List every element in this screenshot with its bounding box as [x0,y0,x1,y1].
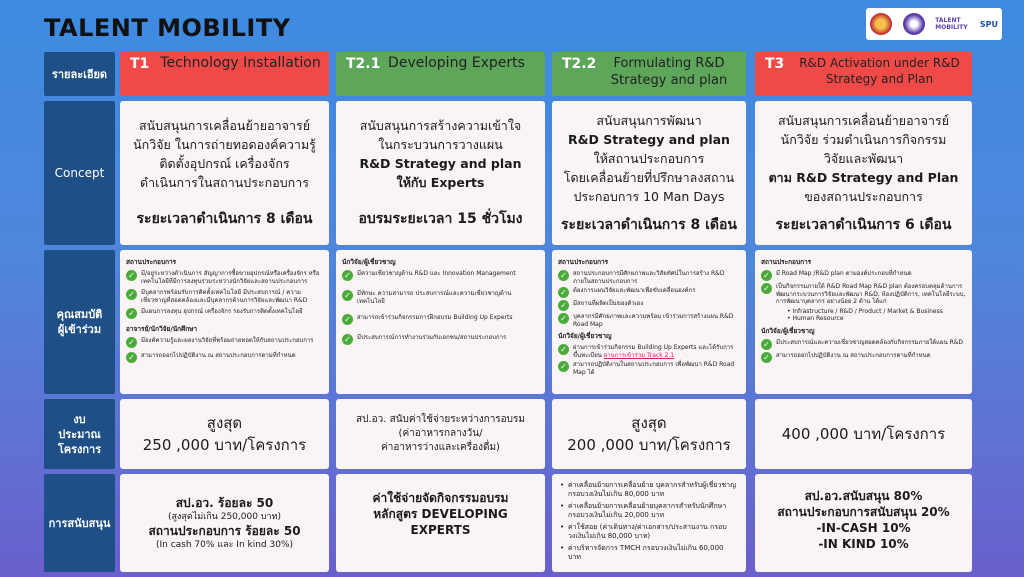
header-title: R&D Activation under R&D Strategy and Plan [799,56,960,86]
track-link[interactable]: ผ่านการเข้าร่วม Track 2.1 [603,351,675,359]
support-item: • ค่าเคลื่อนย้ายการเคลื่อนย้ายบุคลากรสำหรับนักศึกษา กรอบวงเงินไม่เกิน 20,000 บาท [560,502,738,520]
qualification-item: ✓ มี/อยู่ระหว่างดำเนินการ สัญญาการซื้อขายอุปกรณ์หรือเครื่องจักร หรือเทคโนโลยีที่มีการลงทุนร่วมระหว่างนักวิจัยและสถานประกอบการ [126,270,323,285]
row-label-qualification: คุณสมบัติ ผู้เข้าร่วม [44,250,115,394]
support-cell-t1 [120,474,329,572]
qualification-item: ✓ สามารถปฏิบัติงานในสถานประกอบการ เพื่อพัฒนา R&D Road Map ได้ [558,361,740,376]
support-line: สป.อว.สนับสนุน 80% [804,489,923,503]
qualification-cell-t3 [755,250,972,394]
header-code: T3 [765,56,785,72]
qualification-item: ✓ เป็นกิจกรรมภายใต้ R&D Road Map R&D plan ต้องครอบคลุมด้านการพัฒนากระบวนการวิจัยและพัฒนา R&D, ห้องปฏิบัติการ, เทคโนโลยีระบบ, การพัฒนาบุคลากร อย่างน้อย 2 ด้าน ได้แก่ [761,283,966,306]
concept-line: ของสถานประกอบการ [804,188,923,204]
concept-line: R&D Strategy and plan [359,156,522,171]
spu-logo: SPU [979,19,998,29]
support-line: สป.อว. ร้อยละ 50 [175,496,274,510]
budget-amount: 400 ,000 บาท/โครงการ [781,425,946,443]
concept-line: โดยเคลื่อนย้ายที่ปรึกษาลงสถาน [563,169,735,185]
support-item: • ค่าเคลื่อนย้ายการเคลื่อนย้าย บุคลากรสำหรับผู้เชี่ยวชาญ กรอบวงเงินไม่เกิน 80,000 บาท [560,481,738,499]
check-icon: ✓ [558,287,569,298]
support-line: -IN KIND 10% [818,537,909,551]
check-icon: ✓ [342,334,353,345]
concept-line: R&D Strategy and plan [568,131,730,147]
check-icon: ✓ [761,283,772,294]
support-line: ค่าใช้จ่ายจัดกิจกรรมอบรม [372,491,509,505]
check-icon: ✓ [126,270,137,281]
qualification-section-title: สถานประกอบการ [761,258,812,266]
qualification-cell-t2-2 [552,250,746,394]
concept-line: ให้สถานประกอบการ [593,150,705,166]
concept-line: สนับสนุนการเคลื่อนย้ายอาจารย์ [138,118,311,133]
partner-logos [866,8,1002,40]
concept-cell-t2-1 [336,101,545,245]
concept-cell-t2-2 [552,101,746,245]
support-item: • ค่าบริหารจัดการ TMCH กรอบวงเงินไม่เกิน 60,000 บาท [560,544,738,562]
qualification-item: ✓ มีประสบการณ์การทำงานร่วมกับเอกชน/สถานประกอบการ [342,334,506,345]
qualification-section-title: อาจารย์/นักวิจัย/นักศึกษา [126,325,198,333]
budget-cell-t2-1 [336,399,545,469]
concept-line: ตาม R&D Strategy and Plan [768,169,959,185]
qualification-item: ✓ มีประสบการณ์และความเชี่ยวชาญสอดคล้องกับกิจกรรมภายใต้แผน R&D [761,339,963,350]
qualification-item: ✓ ผ่านการเข้าร่วมกิจกรรม Building Up Experts และได้รับการขึ้นทะเบียน ผ่านการเข้าร่วม Track 2.1 [558,344,740,359]
qualification-section-title: สถานประกอบการ [126,258,177,266]
budget-cell-t1 [120,399,329,469]
budget-line: สป.อว. สนับค่าใช้จ่ายระหว่างการอบรม [355,414,525,425]
header-title: Developing Experts [388,55,525,71]
university-seal-logo [870,13,892,35]
row-label-support: การสนับสนุน [44,474,115,572]
ministry-seal-logo [903,13,925,35]
check-icon: ✓ [558,270,569,281]
bullet-item: • Infrastructure / R&D / Product / Market & Business [787,307,943,315]
qualification-item: ✓ บุคลากรมีศักยภาพและความพร้อม เข้าร่วมการสร้างแผน R&D Road Map [558,313,740,328]
check-icon: ✓ [558,361,569,372]
check-icon: ✓ [558,300,569,311]
support-line: (สูงสุดไม่เกิน 250,000 บาท) [167,512,282,522]
concept-duration: อบรมระยะเวลา 15 ชั่วโมง [358,211,523,227]
budget-line: สูงสุด [206,414,243,432]
budget-line: สูงสุด [631,414,667,432]
budget-line: ค่าอาหารว่างและเครื่องดื่ม) [381,442,500,453]
check-icon: ✓ [126,289,137,300]
concept-line: สนับสนุนการเคลื่อนย้ายอาจารย์ [777,112,950,128]
concept-line: นักวิจัย ร่วมดำเนินการกิจกรรม [780,131,947,147]
concept-line: ดำเนินการในสถานประกอบการ [140,175,309,190]
concept-cell-t3 [755,101,972,245]
budget-amount: 250 ,000 บาท/โครงการ [142,436,307,454]
header-title: Technology Installation [160,55,321,71]
support-line: สถานประกอบการสนับสนุน 20% [777,505,950,519]
support-line: หลักสูตร DEVELOPING [373,507,508,521]
budget-amount: 200 ,000 บาท/โครงการ [567,436,731,454]
concept-line: นักวิจัย ในการถ่ายทอดองค์ความรู้ [133,137,316,152]
qualification-item: ✓ มี Road Map /R&D plan ตามองค์ประกอบที่กำหนด [761,270,912,281]
check-icon: ✓ [761,352,772,363]
check-icon: ✓ [342,270,353,281]
row-label-concept: Concept [44,101,115,245]
qualification-item: ✓ สถานประกอบการมีศักยภาพและวิสัยทัศน์ในการสร้าง R&D ภายในสถานประกอบการ [558,270,740,285]
qualification-item: ✓ สามารถเข้าร่วมกิจกรรมการฝึกอบรม Building Up Experts [342,314,512,325]
qualification-cell-t1 [120,250,329,394]
check-icon: ✓ [126,337,137,348]
check-icon: ✓ [558,313,569,324]
check-icon: ✓ [126,308,137,319]
concept-cell-t1 [120,101,329,245]
concept-duration: ระยะเวลาดำเนินการ 8 เดือน [561,216,737,233]
qualification-item: ✓ มีบุคลากรพร้อมรับการติดตั้งเทคโนโลยี มีประสบการณ์ / ความเชี่ยวชาญที่สอดคล้องและมีบุคลากรด้านการวิจัยและพัฒนา R&D [126,289,323,304]
concept-line: สนับสนุนการสร้างความเข้าใจ [359,118,522,133]
qualification-section-title: นักวิจัย/ผู้เชี่ยวชาญ [558,332,612,340]
bullet-item: • Human Resource [787,315,844,322]
qualification-item: ✓ ต้องการแผนวิจัยและพัฒนาเพื่อขับเคลื่อนองค์กร [558,287,696,298]
qualification-section-title: สถานประกอบการ [558,258,609,266]
check-icon: ✓ [761,270,772,281]
qualification-section-title: นักวิจัย/ผู้เชี่ยวชาญ [761,326,815,335]
qualification-item: ✓ มีแผนการลงทุน อุปกรณ์ เครื่องจักร รองรับการติดตั้งเทคโนโลยี [126,308,302,319]
talent-mobility-logo: TALENT MOBILITY [935,17,968,31]
qualification-item: ✓ มีความเชี่ยวชาญด้าน R&D และ Innovation Management [342,270,516,281]
concept-line: ในกระบวนการวางแผน [378,137,503,152]
page-title: TALENT MOBILITY [44,14,291,42]
support-cell-t3 [755,474,972,572]
concept-line: ติดตั้งอุปกรณ์ เครื่องจักร [159,156,290,171]
support-cell-t2-2 [552,474,746,572]
support-line: -IN-CASH 10% [816,521,911,535]
header-t1 [120,52,329,96]
budget-cell-t2-2 [552,399,746,469]
concept-line: ประกอบการ 10 Man Days [573,188,725,204]
concept-duration: ระยะเวลาดำเนินการ 8 เดือน [136,211,313,227]
qualification-item: ✓ มีทักษะ ความสามารถ ประสบการณ์และความเชี่ยวชาญด้านเทคโนโลยี [342,290,539,305]
header-code: T1 [130,56,150,72]
header-code: T2.2 [562,56,597,72]
qualification-item: ✓ มีสถานที่ผลิตเป็นของตัวเอง [558,300,643,311]
support-item: • ค่าใช้สอย (ค่าเดินทาง/ค่าเอกสาร/ประสานงาน กรอบวงเงินไม่เกิน 80,000 บาท) [560,523,738,541]
header-t2-2 [552,52,746,96]
support-line: (In cash 70% และ In kind 30%) [155,540,294,550]
qualification-item: ✓ สามารถออกไปปฏิบัติงาน ณ สถานประกอบการตามที่กำหนด [761,352,931,363]
qualification-item: ✓ มีองค์ความรู้และผลงานวิจัยที่พร้อมถ่ายทอดให้กับสถานประกอบการ [126,337,313,348]
support-cell-t2-1 [336,474,545,572]
support-line: EXPERTS [410,523,471,537]
header-t3 [755,52,972,96]
header-t2-1 [336,52,545,96]
check-icon: ✓ [342,314,353,325]
support-line: สถานประกอบการ ร้อยละ 50 [148,524,301,538]
check-icon: ✓ [126,352,137,363]
row-label-detail: รายละเอียด [44,52,115,96]
concept-duration: ระยะเวลาดำเนินการ 6 เดือน [775,216,952,233]
concept-line: สนับสนุนการพัฒนา [596,112,702,128]
header-code: T2.1 [346,56,381,72]
row-label-budget: งบประมาณ โครงการ [44,399,115,469]
header-title: Formulating R&D Strategy and plan [610,56,728,88]
concept-line: ให้กับ Experts [396,175,485,190]
budget-cell-t3 [755,399,972,469]
qualification-item: ✓ สามารถออกไปปฏิบัติงาน ณ สถานประกอบการตามที่กำหนด [126,352,296,363]
concept-line: วิจัยและพัฒนา [823,150,904,166]
qualification-cell-t2-1 [336,250,545,394]
check-icon: ✓ [558,344,569,355]
check-icon: ✓ [342,290,353,301]
budget-line: (ค่าอาหารกลางวัน/ [398,428,483,439]
check-icon: ✓ [761,339,772,350]
qualification-section-title: นักวิจัย/ผู้เชี่ยวชาญ [342,258,396,266]
